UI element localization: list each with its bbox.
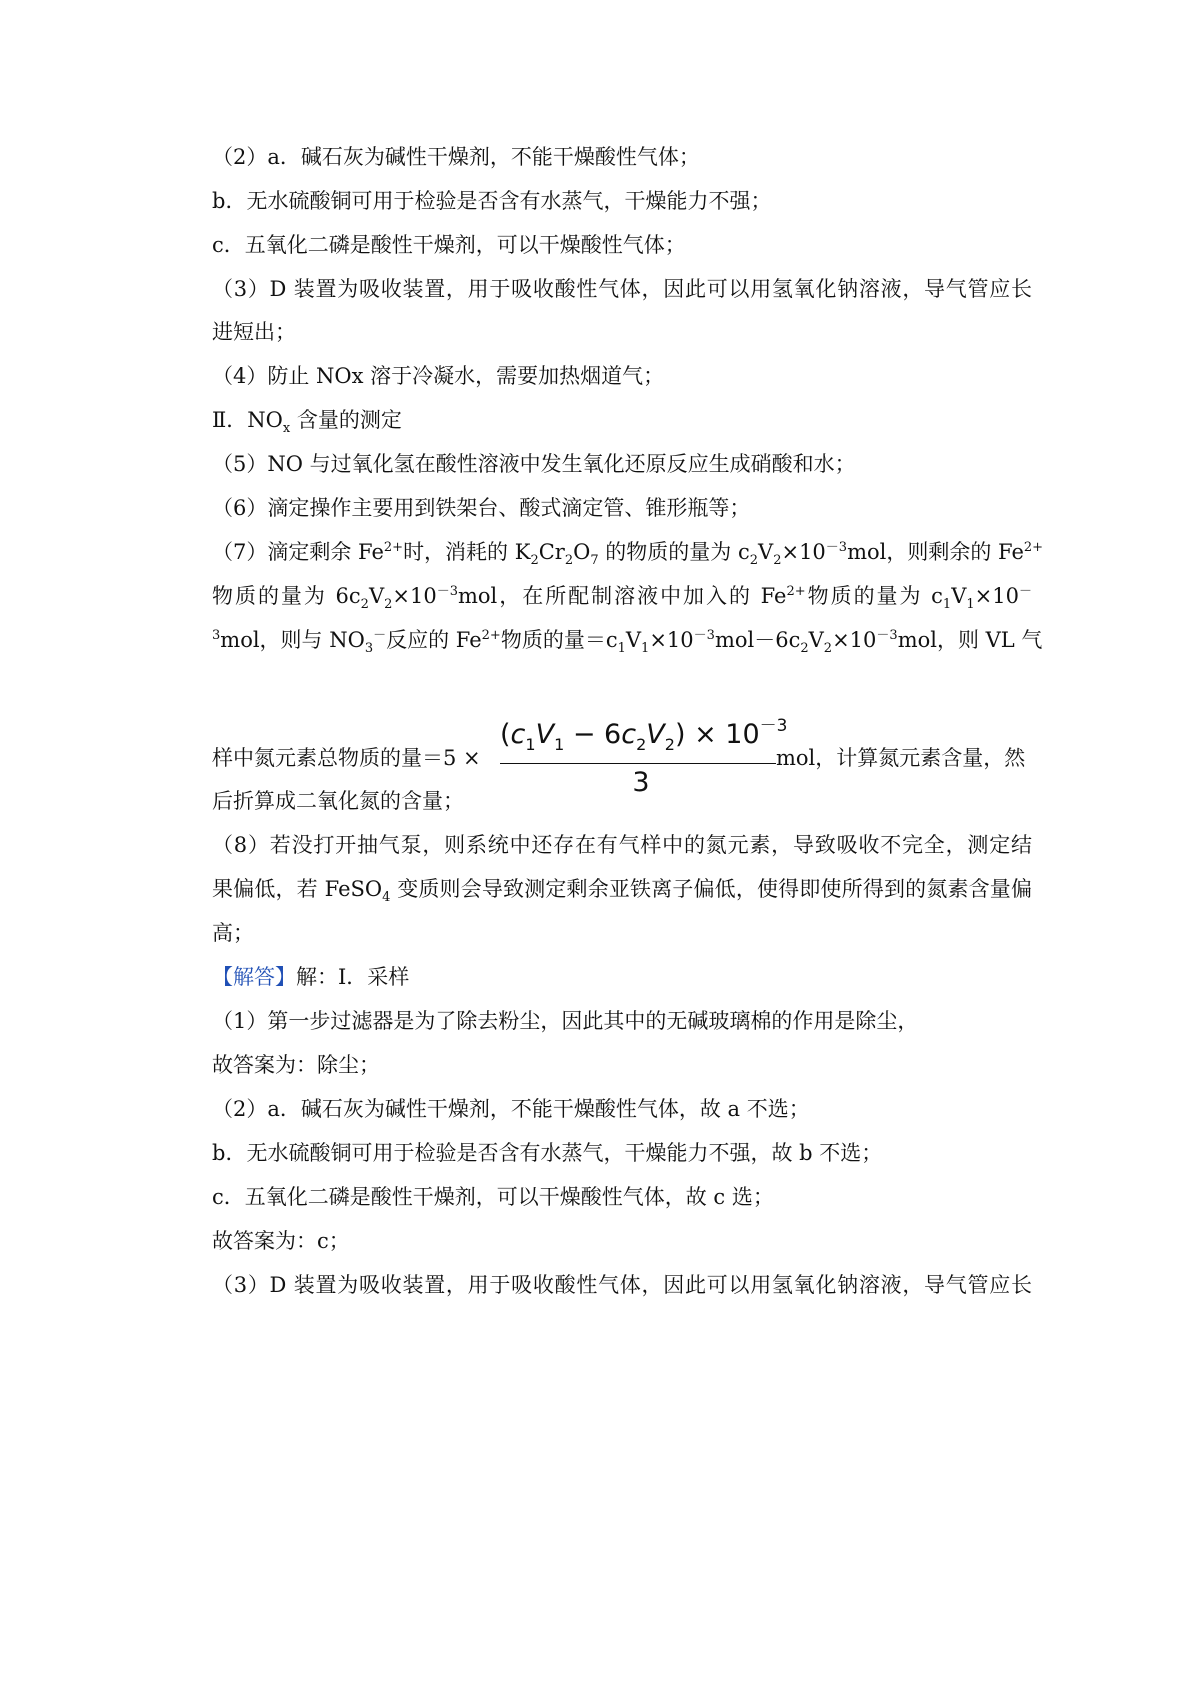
text-line: b．无水硫酸铜可用于检验是否含有水蒸气，干燥能力不强，故 b 不选； [212,1141,883,1165]
text-line: 后折算成二氧化氮的含量； [212,789,464,813]
text-line: （1）第一步过滤器是为了除去粉尘，因此其中的无碱玻璃棉的作用是除尘， [212,1009,919,1033]
text-line: （8）若没打开抽气泵，则系统中还存在有气样中的氮元素，导致吸收不完全，测定结 [212,833,1032,857]
fraction-bar [500,763,776,764]
text-line: 果偏低，若 FeSO$_4$ 变质则会导致测定剩余亚铁离子偏低，使得即使所得到的氮素含量偏 [212,877,1032,905]
text-line: c．五氧化二磷是酸性干燥剂，可以干燥酸性气体，故 c 选； [212,1185,774,1209]
fraction-numerator: $(c_1V_1 - 6c_2V_2) \times 10^{-3}$ [500,716,788,754]
text-line: 高； [212,921,254,945]
section-heading: Ⅱ．$NO_x$ 含量的测定 [212,408,402,436]
text-line: （2）a．碱石灰为碱性干燥剂，不能干燥酸性气体，故 a 不选； [212,1097,810,1121]
text-line: mol，计算氮元素含量，然 [776,746,1026,770]
text-line: 样中氮元素总物质的量＝5 × [212,746,481,770]
text-line: （7）滴定剩余 $Fe^{2+}$时，消耗的 $K_2Cr_2O_7$ 的物质的量为 $c_2V_2\times 10^{-3}mol$，则剩余的 $Fe^{2+}$ [212,540,1044,568]
text-line: （2）a．碱石灰为碱性干燥剂，不能干燥酸性气体； [212,145,700,169]
text-line: （5）NO 与过氧化氢在酸性溶液中发生氧化还原反应生成硝酸和水； [212,452,856,476]
text-line: （3）D 装置为吸收装置，用于吸收酸性气体，因此可以用氢氧化钠溶液，导气管应长 [212,277,1032,301]
fraction-denominator: 3 [632,767,650,798]
text-line: 进短出； [212,320,296,344]
text-line: c．五氧化二磷是酸性干燥剂，可以干燥酸性气体； [212,233,686,257]
text-line: 故答案为：除尘； [212,1053,380,1077]
text-line: （4）防止 NOx 溶于冷凝水，需要加热烟道气； [212,364,665,388]
text-line: $^3$mol，则与 $NO_3^-$反应的 $Fe^{2+}$物质的量$=c_1V_1\times 10^{-3}mol-6c_2V_2\times 10^{-3}mol$，则 VL 气 [212,628,1043,656]
answer-tag: 【解答】 [212,965,296,989]
text-line: 故答案为：c； [212,1229,350,1253]
text-line: 物质的量为 $6c_2V_2\times 10^{-3}mol$，在所配制溶液中加入的 $Fe^{2+}$物质的量为 $c_1V_1\times 10^-$ [212,584,1032,612]
text-line: （3）D 装置为吸收装置，用于吸收酸性气体，因此可以用氢氧化钠溶液，导气管应长 [212,1273,1032,1297]
text-line: （6）滴定操作主要用到铁架台、酸式滴定管、锥形瓶等； [212,496,751,520]
text-line: b．无水硫酸铜可用于检验是否含有水蒸气，干燥能力不强； [212,189,772,213]
answer-heading: 【解答】解：Ⅰ．采样 [212,965,410,989]
